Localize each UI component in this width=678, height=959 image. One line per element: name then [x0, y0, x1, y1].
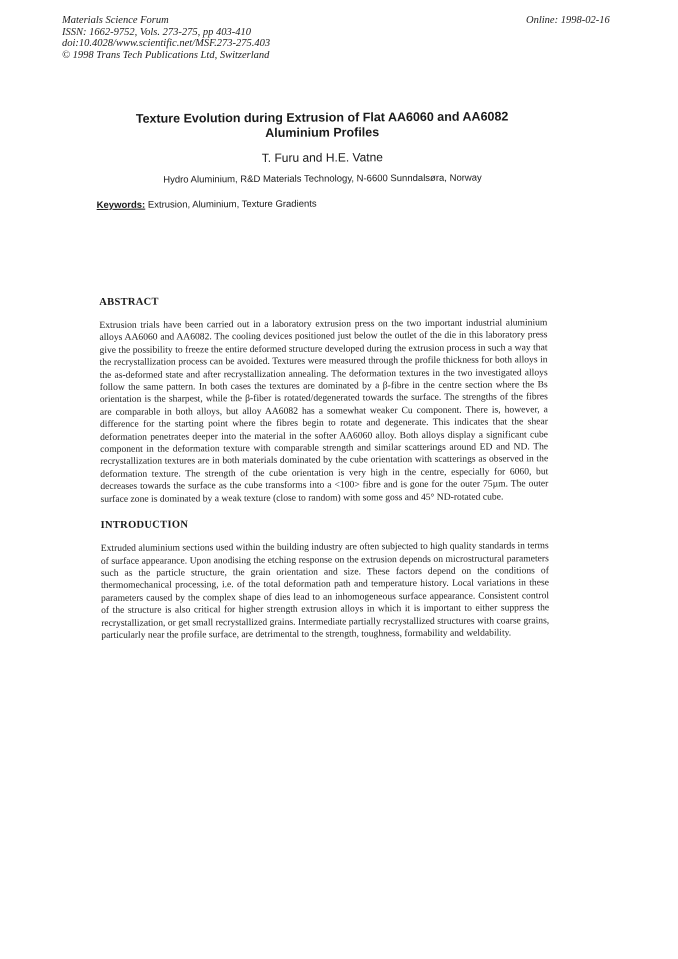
- author-affiliation: Hydro Aluminium, R&D Materials Technology, N-6600 Sunndalsøra, Norway: [163, 172, 482, 186]
- issn-line: ISSN: 1662-9752, Vols. 273-275, pp 403-410: [62, 26, 251, 38]
- keywords-label: Keywords:: [96, 199, 146, 211]
- online-date: Online: 1998-02-16: [526, 15, 610, 26]
- journal-name: Materials Science Forum: [62, 15, 169, 26]
- doi-line: doi:10.4028/www.scientific.net/MSF.273-275.403: [62, 38, 271, 49]
- abstract-heading: ABSTRACT: [99, 296, 159, 308]
- keywords-text: Extrusion, Aluminium, Texture Gradients: [145, 198, 317, 211]
- introduction-text: Extruded aluminium sections used within the building industry are often subjected to high quality standards in terms of surface appearance. Upon anodising the etching response on the extrusion depends on microstructural parameters such as the particle structure, the grain orientation and size. These factors depend on the conditions of thermomechanical processing, i.e. of the total deformation path and temperature history. Local variations in these parameters caused by the complex shape of dies lead to an inhomogeneous surface appearance. Consistent control of the structure is also critical for higher strength extrusion alloys in which it is important to either suppress the recrystallization, or get small recrystallized grains. Intermediate partially recrystallized structures with coarse grains, particularly near the profile surface, are detrimental to the strength, toughness, formability and weldability.: [100, 540, 550, 641]
- introduction-heading: INTRODUCTION: [100, 519, 189, 532]
- abstract-text: Extrusion trials have been carried out in a laboratory extrusion press on the two important industrial aluminium alloys AA6060 and AA6082. The cooling devices positioned just below the outlet of the die in this laboratory press give the possibility to freeze the entire deformed structure developed during the extrusion process in such a way that the recrystallization process can be avoided. Textures were measured through the profile thickness for both alloys in the as-deformed state and after recrystallization annealing. The deformation textures in the two investigated alloys follow the same pattern. In both cases the textures are dominated by a β-fibre in the centre section where the Bs orientation is the sharpest, while the β-fiber is rotated/degenerated towards the surface. The strengths of the fibres are comparable in both alloys, but alloy AA6082 has a somewhat weaker Cu component. There is, however, a difference for the starting point where the fibres begin to rotate and degenerate. This indicates that the shear deformation penetrates deeper into the material in the softer AA6060 alloy. Both alloys display a significant cube component in the deformation texture with comparable strength and similar scatterings around ED and ND. The recrystallization textures are in both materials dominated by the cube orientation with scatterings as observed in the deformation texture. The strength of the cube orientation is very high in the centre, especially for 6060, but decreases towards the surface as the cube transforms into a <100> fibre and is gone for the outer 75µm. The outer surface zone is dominated by a weak texture (close to random) with some goss and 45° ND-rotated cube.: [99, 317, 549, 505]
- journal-header: [62, 15, 270, 61]
- keywords-line: [97, 197, 553, 211]
- copyright-line: © 1998 Trans Tech Publications Ltd, Switzerland: [62, 49, 270, 61]
- paper-title: Texture Evolution during Extrusion of Flat AA6060 and AA6082 Aluminium Profiles: [135, 109, 509, 140]
- paper-authors: T. Furu and H.E. Vatne: [261, 150, 383, 165]
- scanned-content: [92, 97, 555, 642]
